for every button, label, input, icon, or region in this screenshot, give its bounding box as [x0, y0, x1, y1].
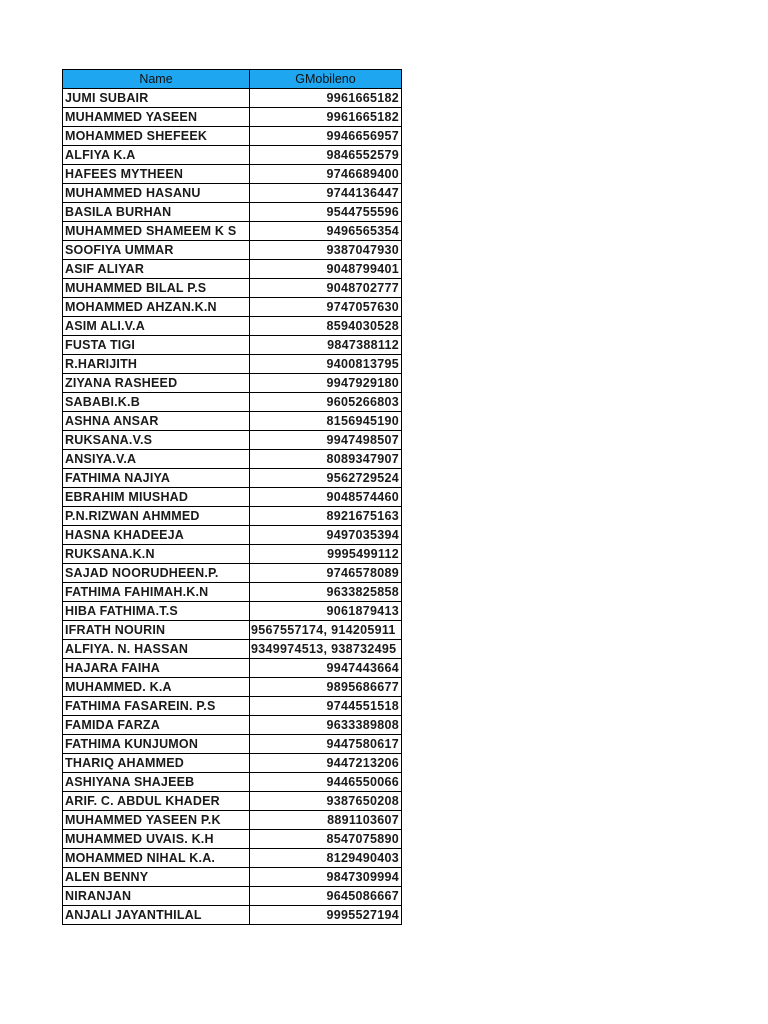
name-cell[interactable]: ARIF. C. ABDUL KHADER [63, 792, 250, 811]
mobile-cell[interactable]: 9946656957 [250, 127, 402, 146]
table-row [63, 355, 402, 374]
table-row [63, 374, 402, 393]
table-row [63, 811, 402, 830]
mobile-cell[interactable]: 9995499112 [250, 545, 402, 564]
header-row [63, 70, 402, 89]
mobile-cell[interactable]: 9387650208 [250, 792, 402, 811]
mobile-cell[interactable]: 9349974513, 938732495 [250, 640, 402, 659]
mobile-cell[interactable]: 9048799401 [250, 260, 402, 279]
table-row [63, 184, 402, 203]
table-row [63, 906, 402, 925]
table-row [63, 849, 402, 868]
name-cell[interactable]: HASNA KHADEEJA [63, 526, 250, 545]
table-row [63, 792, 402, 811]
table-row [63, 545, 402, 564]
name-cell[interactable]: ZIYANA RASHEED [63, 374, 250, 393]
mobile-cell[interactable]: 8129490403 [250, 849, 402, 868]
table-row [63, 412, 402, 431]
mobile-cell[interactable]: 9544755596 [250, 203, 402, 222]
table-row [63, 222, 402, 241]
table-row [63, 830, 402, 849]
name-cell[interactable]: MOHAMMED NIHAL K.A. [63, 849, 250, 868]
table-row [63, 241, 402, 260]
table-row [63, 203, 402, 222]
name-cell[interactable]: HAFEES MYTHEEN [63, 165, 250, 184]
table-row [63, 450, 402, 469]
name-cell[interactable]: MUHAMMED UVAIS. K.H [63, 830, 250, 849]
header-mobile[interactable]: GMobileno [250, 70, 402, 89]
name-cell[interactable]: ALFIYA. N. HASSAN [63, 640, 250, 659]
mobile-cell[interactable]: 9947929180 [250, 374, 402, 393]
table-row [63, 678, 402, 697]
mobile-cell[interactable]: 9895686677 [250, 678, 402, 697]
mobile-cell[interactable]: 9744136447 [250, 184, 402, 203]
name-cell[interactable]: FAMIDA FARZA [63, 716, 250, 735]
table-row [63, 336, 402, 355]
name-cell[interactable]: ASHIYANA SHAJEEB [63, 773, 250, 792]
table-row [63, 298, 402, 317]
table-row [63, 317, 402, 336]
name-cell[interactable]: THARIQ AHAMMED [63, 754, 250, 773]
name-cell[interactable]: MUHAMMED BILAL P.S [63, 279, 250, 298]
table-row [63, 526, 402, 545]
table-row [63, 640, 402, 659]
name-cell[interactable]: MUHAMMED SHAMEEM K S [63, 222, 250, 241]
table-row [63, 659, 402, 678]
name-cell[interactable]: RUKSANA.K.N [63, 545, 250, 564]
table-row [63, 735, 402, 754]
table-row [63, 564, 402, 583]
table-row [63, 583, 402, 602]
table-row [63, 279, 402, 298]
name-cell[interactable]: ALEN BENNY [63, 868, 250, 887]
mobile-cell[interactable]: 9633389808 [250, 716, 402, 735]
mobile-cell[interactable]: 9446550066 [250, 773, 402, 792]
table-row [63, 488, 402, 507]
name-cell[interactable]: SOOFIYA UMMAR [63, 241, 250, 260]
mobile-cell[interactable]: 9961665182 [250, 108, 402, 127]
mobile-cell[interactable]: 9744551518 [250, 697, 402, 716]
table-body [63, 89, 402, 925]
mobile-cell[interactable]: 9567557174, 914205911 [250, 621, 402, 640]
name-cell[interactable]: R.HARIJITH [63, 355, 250, 374]
name-cell[interactable]: FATHIMA FAHIMAH.K.N [63, 583, 250, 602]
name-cell[interactable]: ALFIYA K.A [63, 146, 250, 165]
table-row [63, 469, 402, 488]
mobile-cell[interactable]: 8156945190 [250, 412, 402, 431]
mobile-cell[interactable]: 9400813795 [250, 355, 402, 374]
table-header [63, 70, 402, 89]
name-cell[interactable]: HAJARA FAIHA [63, 659, 250, 678]
mobile-cell[interactable]: 9562729524 [250, 469, 402, 488]
name-cell[interactable]: RUKSANA.V.S [63, 431, 250, 450]
mobile-cell[interactable]: 8891103607 [250, 811, 402, 830]
name-cell[interactable]: HIBA FATHIMA.T.S [63, 602, 250, 621]
mobile-cell[interactable]: 9947443664 [250, 659, 402, 678]
name-cell[interactable]: P.N.RIZWAN AHMMED [63, 507, 250, 526]
mobile-cell[interactable]: 9746578089 [250, 564, 402, 583]
mobile-cell[interactable]: 9645086667 [250, 887, 402, 906]
mobile-cell[interactable]: 9497035394 [250, 526, 402, 545]
mobile-cell[interactable]: 9048574460 [250, 488, 402, 507]
mobile-cell[interactable]: 9387047930 [250, 241, 402, 260]
name-cell[interactable]: NIRANJAN [63, 887, 250, 906]
table-row [63, 108, 402, 127]
mobile-cell[interactable]: 9496565354 [250, 222, 402, 241]
mobile-cell[interactable]: 9847388112 [250, 336, 402, 355]
name-cell[interactable]: ASIF ALIYAR [63, 260, 250, 279]
name-cell[interactable]: FATHIMA NAJIYA [63, 469, 250, 488]
mobile-cell[interactable]: 9947498507 [250, 431, 402, 450]
mobile-cell[interactable]: 9995527194 [250, 906, 402, 925]
table-row [63, 165, 402, 184]
mobile-cell[interactable]: 9447580617 [250, 735, 402, 754]
name-cell[interactable]: ANSIYA.V.A [63, 450, 250, 469]
table-row [63, 431, 402, 450]
mobile-cell[interactable]: 9747057630 [250, 298, 402, 317]
table-row [63, 260, 402, 279]
table-row [63, 754, 402, 773]
name-cell[interactable]: MUHAMMED YASEEN P.K [63, 811, 250, 830]
table-row [63, 621, 402, 640]
name-cell[interactable]: ANJALI JAYANTHILAL [63, 906, 250, 925]
mobile-cell[interactable]: 9633825858 [250, 583, 402, 602]
mobile-cell[interactable]: 9746689400 [250, 165, 402, 184]
table-row [63, 887, 402, 906]
mobile-cell[interactable]: 8089347907 [250, 450, 402, 469]
mobile-cell[interactable]: 9447213206 [250, 754, 402, 773]
name-cell[interactable]: MOHAMMED AHZAN.K.N [63, 298, 250, 317]
table-row [63, 716, 402, 735]
table-row [63, 773, 402, 792]
header-name[interactable]: Name [63, 70, 250, 89]
table-row [63, 868, 402, 887]
name-cell[interactable]: JUMI SUBAIR [63, 89, 250, 108]
name-cell[interactable]: FATHIMA FASAREIN. P.S [63, 697, 250, 716]
table-row [63, 127, 402, 146]
mobile-cell[interactable]: 9846552579 [250, 146, 402, 165]
mobile-cell[interactable]: 8594030528 [250, 317, 402, 336]
name-cell[interactable]: ASIM ALI.V.A [63, 317, 250, 336]
table-row [63, 393, 402, 412]
mobile-cell[interactable]: 8547075890 [250, 830, 402, 849]
table-row [63, 602, 402, 621]
name-cell[interactable]: BASILA BURHAN [63, 203, 250, 222]
mobile-cell[interactable]: 9605266803 [250, 393, 402, 412]
name-cell[interactable]: MOHAMMED SHEFEEK [63, 127, 250, 146]
name-cell[interactable]: MUHAMMED YASEEN [63, 108, 250, 127]
mobile-cell[interactable]: 9961665182 [250, 89, 402, 108]
contact-table [62, 69, 402, 925]
name-cell[interactable]: MUHAMMED HASANU [63, 184, 250, 203]
mobile-cell[interactable]: 9048702777 [250, 279, 402, 298]
mobile-cell[interactable]: 9847309994 [250, 868, 402, 887]
table-row [63, 697, 402, 716]
name-cell[interactable]: EBRAHIM MIUSHAD [63, 488, 250, 507]
name-cell[interactable]: FUSTA TIGI [63, 336, 250, 355]
name-cell[interactable]: ASHNA ANSAR [63, 412, 250, 431]
table-row [63, 89, 402, 108]
name-cell[interactable]: SABABI.K.B [63, 393, 250, 412]
name-cell[interactable]: SAJAD NOORUDHEEN.P. [63, 564, 250, 583]
table-row [63, 507, 402, 526]
mobile-cell[interactable]: 9061879413 [250, 602, 402, 621]
mobile-cell[interactable]: 8921675163 [250, 507, 402, 526]
table-row [63, 146, 402, 165]
name-cell[interactable]: MUHAMMED. K.A [63, 678, 250, 697]
name-cell[interactable]: IFRATH NOURIN [63, 621, 250, 640]
name-cell[interactable]: FATHIMA KUNJUMON [63, 735, 250, 754]
